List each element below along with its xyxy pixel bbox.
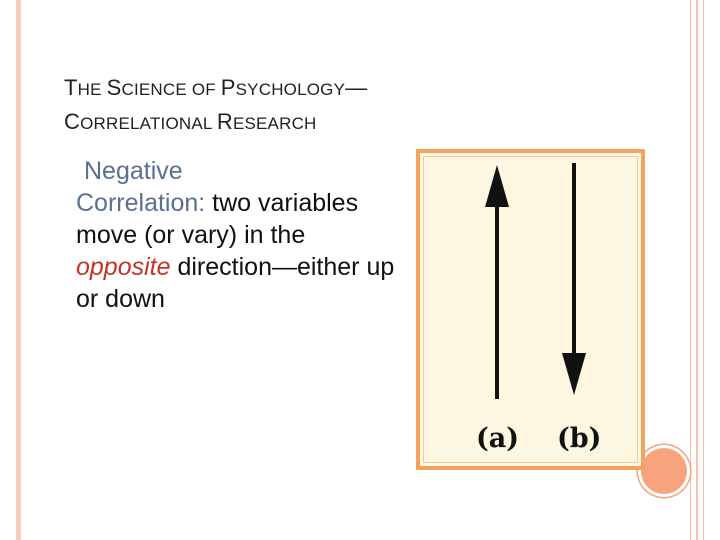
arrows-figure [420, 153, 641, 466]
emphasis-word: opposite [76, 253, 171, 281]
definition-term-2: Correlation: [76, 189, 206, 217]
title-text: C [64, 109, 81, 134]
arrow-down-icon [562, 163, 586, 395]
title-text: HE [77, 80, 107, 99]
title-text: P [220, 75, 236, 100]
body-paragraph [76, 155, 406, 315]
definition-text: two variables move (or vary) in the [76, 189, 359, 249]
title-text: T [64, 75, 78, 100]
title-text: ESEARCH [232, 114, 317, 133]
right-decorative-stripes [690, 0, 704, 540]
title-text: R [216, 109, 233, 134]
title-text: SYCHOLOGY [235, 80, 346, 99]
definition-term: Negative [84, 157, 183, 185]
figure-panel [416, 149, 645, 470]
corner-circle-decoration [641, 448, 687, 494]
figure-label-a: (a) [476, 423, 520, 454]
slide-title [64, 72, 367, 140]
title-text: CIENCE OF [121, 80, 221, 99]
title-text: S [106, 75, 122, 100]
slide-title-line1 [64, 72, 367, 106]
slide-title-line2 [64, 106, 367, 140]
definition-text-end: direction—either up or down [76, 253, 395, 313]
title-dash: — [345, 75, 368, 100]
title-text: ORRELATIONAL [80, 114, 217, 133]
left-decorative-rule [16, 0, 21, 540]
arrow-up-icon [485, 165, 509, 399]
figure-label-b: (b) [557, 423, 602, 454]
